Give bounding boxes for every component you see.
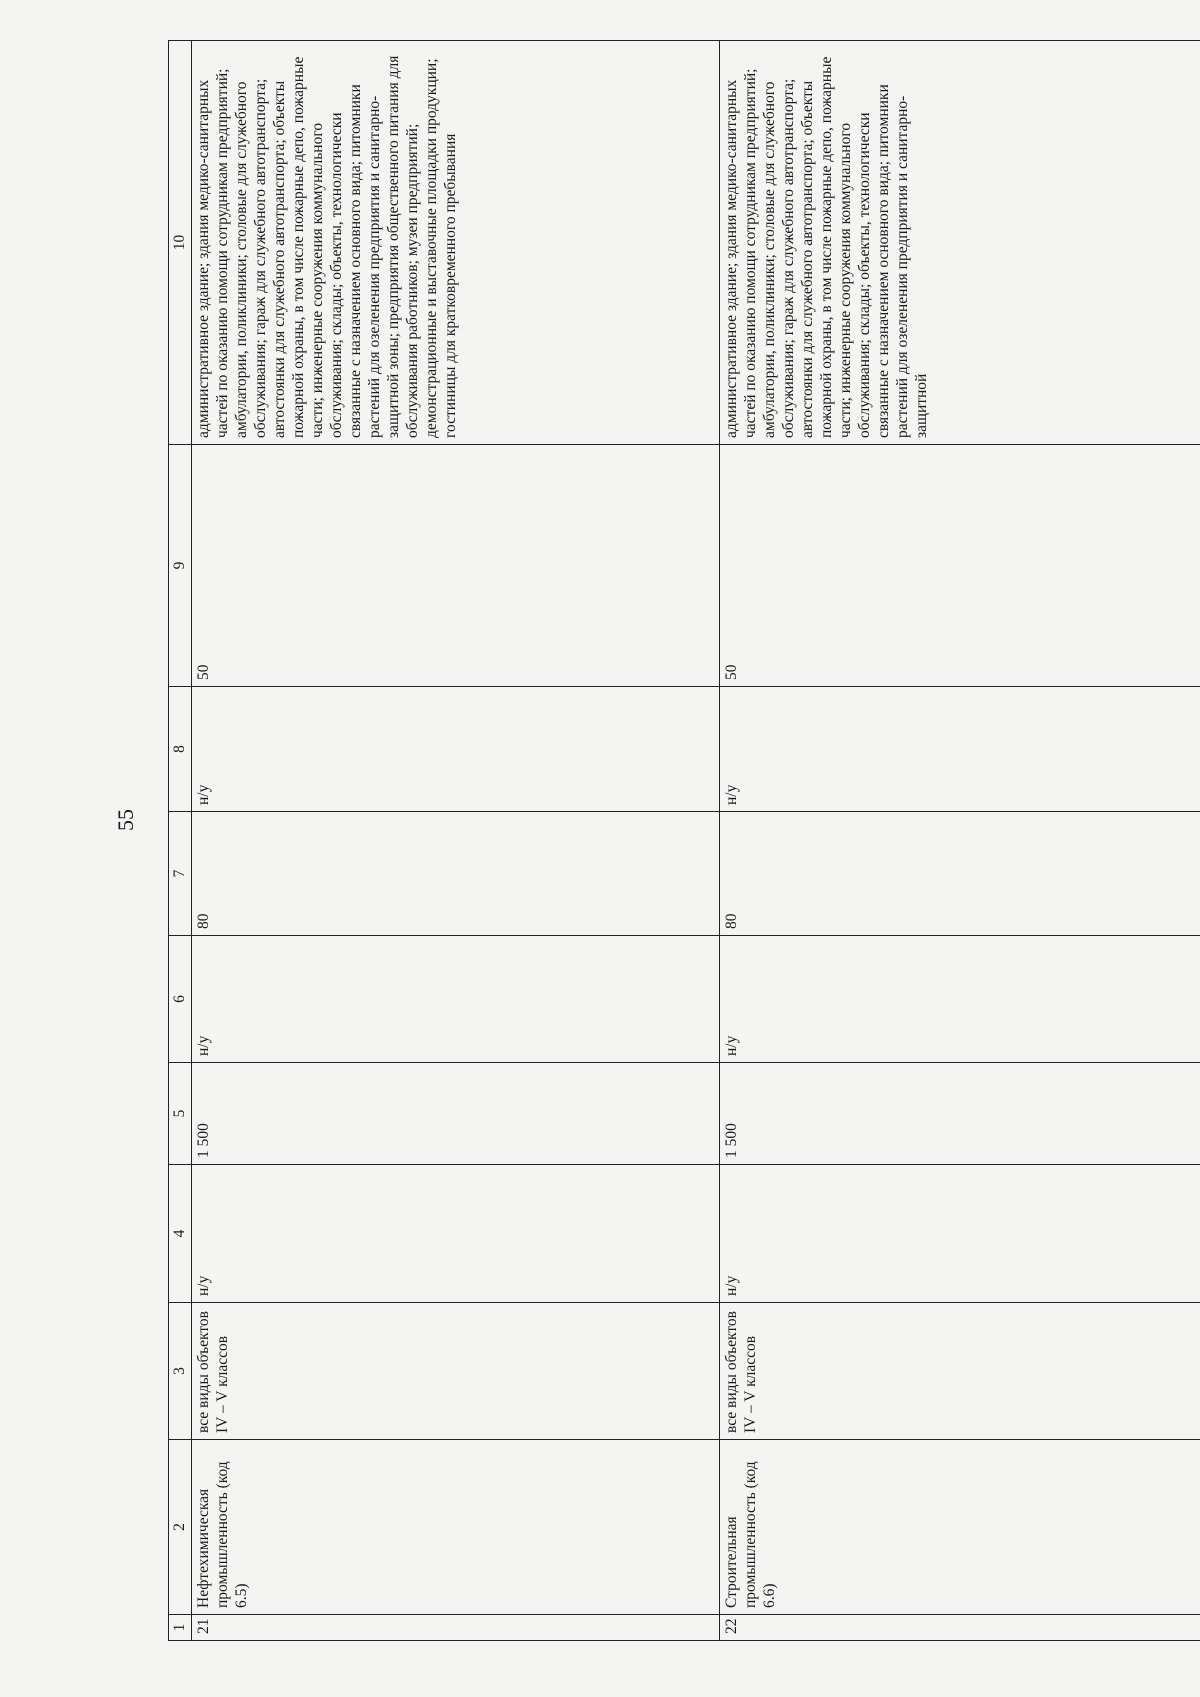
activity-type-cell: Строительная промышленность (код 6.6) (720, 1440, 1200, 1615)
value-cell: н/у (192, 1165, 720, 1303)
value-cell: н/у (720, 1165, 1200, 1303)
column-number: 3 (169, 1303, 192, 1440)
page-number: 55 (113, 809, 138, 831)
value-cell: 80 (192, 812, 720, 936)
column-number: 9 (169, 445, 192, 687)
row-number: 22 (720, 1615, 1200, 1641)
regulation-table (168, 40, 1200, 1641)
permitted-uses-cell: административное здание; здания медико-санитарных частей по оказанию помощи сотрудникам предприятий; амбулатории, поликлиники; столовые для служебного обслуживания; гараж для служебного автотранспорта; автостоянки для служебного автотранспорта; объекты пожарной охраны, в том числе пожарные депо, пожарные части; инженерные сооружения коммунального обслуживания; склады; объекты, технологически связанные с назначением основного вида; питомники растений для озеленения предприятия и санитарно-защитной зоны; предприятия общественного питания для обслуживания работников; музеи предприятий; демонстрационные и выставочные площадки продукции; гостиницы для кратковременного пребывания (192, 41, 720, 445)
column-number: 10 (169, 41, 192, 445)
value-cell: 50 (720, 445, 1200, 687)
objects-cell: все виды объектов IV – V классов (720, 1303, 1200, 1440)
objects-cell: все виды объектов IV – V классов (192, 1303, 720, 1440)
table-row (192, 41, 720, 1641)
value-cell: 80 (720, 812, 1200, 936)
value-cell: н/у (720, 936, 1200, 1063)
activity-type-cell: Нефтехимическая промышленность (код 6.5) (192, 1440, 720, 1615)
column-number: 8 (169, 687, 192, 812)
permitted-uses-cell: административное здание; здания медико-санитарных частей по оказанию помощи сотрудникам предприятий; амбулатории, поликлиники; столовые для служебного обслуживания; гараж для служебного автотранспорта; автостоянки для служебного автотранспорта; объекты пожарной охраны, в том числе пожарные депо, пожарные части; инженерные сооружения коммунального обслуживания; склады; объекты, технологически связанные с назначением основного вида; питомники растений для озеленения предприятия и санитарно-защитной (720, 41, 1200, 445)
column-number: 7 (169, 812, 192, 936)
column-number: 1 (169, 1615, 192, 1641)
rotated-table-container (168, 41, 1128, 1641)
value-cell: н/у (192, 687, 720, 812)
value-cell: 1 500 (192, 1063, 720, 1165)
row-number: 21 (192, 1615, 720, 1641)
value-cell: н/у (192, 936, 720, 1063)
value-cell: 1 500 (720, 1063, 1200, 1165)
value-cell: н/у (720, 687, 1200, 812)
column-number: 6 (169, 936, 192, 1063)
column-number-row (169, 41, 192, 1641)
table-row (720, 41, 1200, 1641)
column-number: 4 (169, 1165, 192, 1303)
value-cell: 50 (192, 445, 720, 687)
column-number: 5 (169, 1063, 192, 1165)
column-number: 2 (169, 1440, 192, 1615)
